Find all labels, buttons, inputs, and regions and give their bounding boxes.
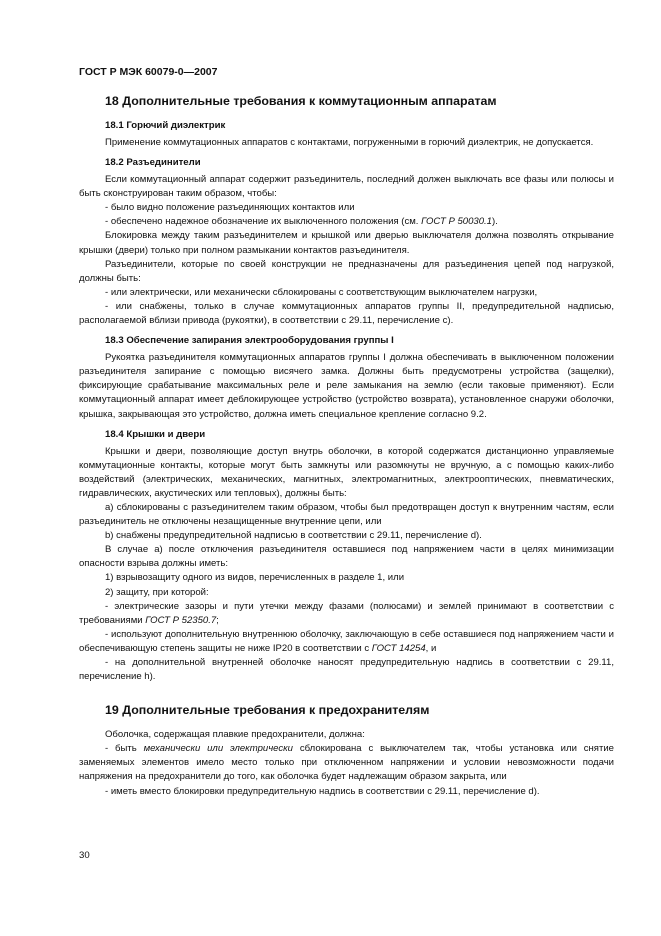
paragraph: Блокировка между таким разъединителем и крышкой или дверью выключателя должна позволять открывание крышки (двери) только при полном размыкании контактов разъединителя. [79,230,614,256]
list-item: - быть механически или электрически сблокирована с выключателем так, чтобы установка или снятие заменяемых элементов имело место только при отключенном напряжении и условии невозможности подачи напряжения на предохранители до того, как оболочка будет надлежащим образом закрыта, или [79,743,614,783]
list-item: - обеспечено надежное обозначение их выключенного положения (см. ГОСТ Р 50030.1). [105,216,498,228]
paragraph: Крышки и двери, позволяющие доступ внутрь оболочки, в которой содержатся дистанционно управляемые коммутационные контакты, которые могут быть замкнуты или разомкнуты не вручную, а с помощью каких-либо воздействий (электрических, механических, магнитных, электромагнитных, электрооптических, пневматических, гидравлических, акустических или тепловых), должны быть: [79,445,614,499]
list-item: - электрические зазоры и пути утечки между фазами (полюсами) и землей принимают в соответствии с требованиями ГОСТ Р 52350.7; [79,600,614,626]
list-item: 2) защиту, при которой: [105,586,209,598]
emphasis: механически или электрически [143,743,293,755]
section-18-heading: 18 Дополнительные требования к коммутационным аппаратам [105,94,497,108]
page-number: 30 [79,850,90,861]
paragraph: Если коммутационный аппарат содержит разъединитель, последний должен выключать все фазы или полюсы и быть сконструирован таким образом, чтобы: [79,174,614,200]
list-item: b) снабжены предупредительной надписью в соответствии с 29.11, перечисление d). [105,530,482,542]
list-item: - используют дополнительную внутреннюю оболочку, заключающую в себе оставшиеся под напряжением части и обеспечивающую степень защиты не ниже IP20 в соответствии с ГОСТ 14254, и [79,628,614,654]
running-header: ГОСТ Р МЭК 60079-0—2007 [79,66,218,78]
section-19-heading: 19 Дополнительные требования к предохранителям [105,703,430,718]
section-18-3-heading: 18.3 Обеспечение запирания электрооборудования группы I [105,335,394,347]
section-18-1-heading: 18.1 Горючий диэлектрик [105,120,226,131]
paragraph: В случае а) после отключения разъединителя оставшиеся под напряжением части в целях минимизации опасности взрыва должны иметь: [79,544,614,570]
list-item: - иметь вместо блокировки предупредительную надпись в соответствии с 29.11, перечисление d). [105,785,540,797]
list-item: - на дополнительной внутренней оболочке наносят предупредительную надпись в соответствии с 29.11, перечисление h). [79,657,614,683]
paragraph: Разъединители, которые по своей конструкции не предназначены для разъединения цепей под нагрузкой, должны быть: [79,258,614,284]
section-18-2-heading: 18.2 Разъединители [105,157,201,169]
standard-reference: ГОСТ Р 52350.7 [145,614,217,626]
paragraph: Применение коммутационных аппаратов с контактами, погруженными в горючий диэлектрик, не допускается. [105,137,594,148]
standard-reference: ГОСТ 14254 [371,642,426,654]
standard-reference: ГОСТ Р 50030.1 [421,216,492,228]
section-18-4-heading: 18.4 Крышки и двери [105,428,206,440]
list-item: a) сблокированы с разъединителем таким образом, чтобы был предотвращен доступ к внутренним частям, если разъединитель не отключены незащищенные внутренние цепи, или [79,501,614,528]
list-item: 1) взрывозащиту одного из видов, перечисленных в разделе 1, или [105,572,405,584]
paragraph: Оболочка, содержащая плавкие предохранители, должна: [105,729,365,741]
list-item: - или электрически, или механически сблокированы с соответствующим выключателем нагрузки, [105,286,538,298]
paragraph: Рукоятка разъединителя коммутационных аппаратов группы I должна обеспечивать в выключенном положении разъединителя запирание с помощью висячего замка. Должны быть предусмотрены устройства (защелки), фиксирующие срабатывание максимальных реле и реле замыкания на землю (если таковые применяют). Если коммутационный аппарат имеет деблокирующее устройство (устройство возврата), установленное снаружи оболочки, крышка, закрывающая это устройство, должна иметь специальное крепление согласно 9.2. [79,352,614,420]
list-item: - или снабжены, только в случае коммутационных аппаратов группы II, предупредительной надписью, располагаемой вблизи привода (рукоятки), в соответствии с 29.11, перечисление c). [79,300,614,327]
list-item: - было видно положение разъединяющих контактов или [105,202,355,214]
document-body [79,93,614,799]
